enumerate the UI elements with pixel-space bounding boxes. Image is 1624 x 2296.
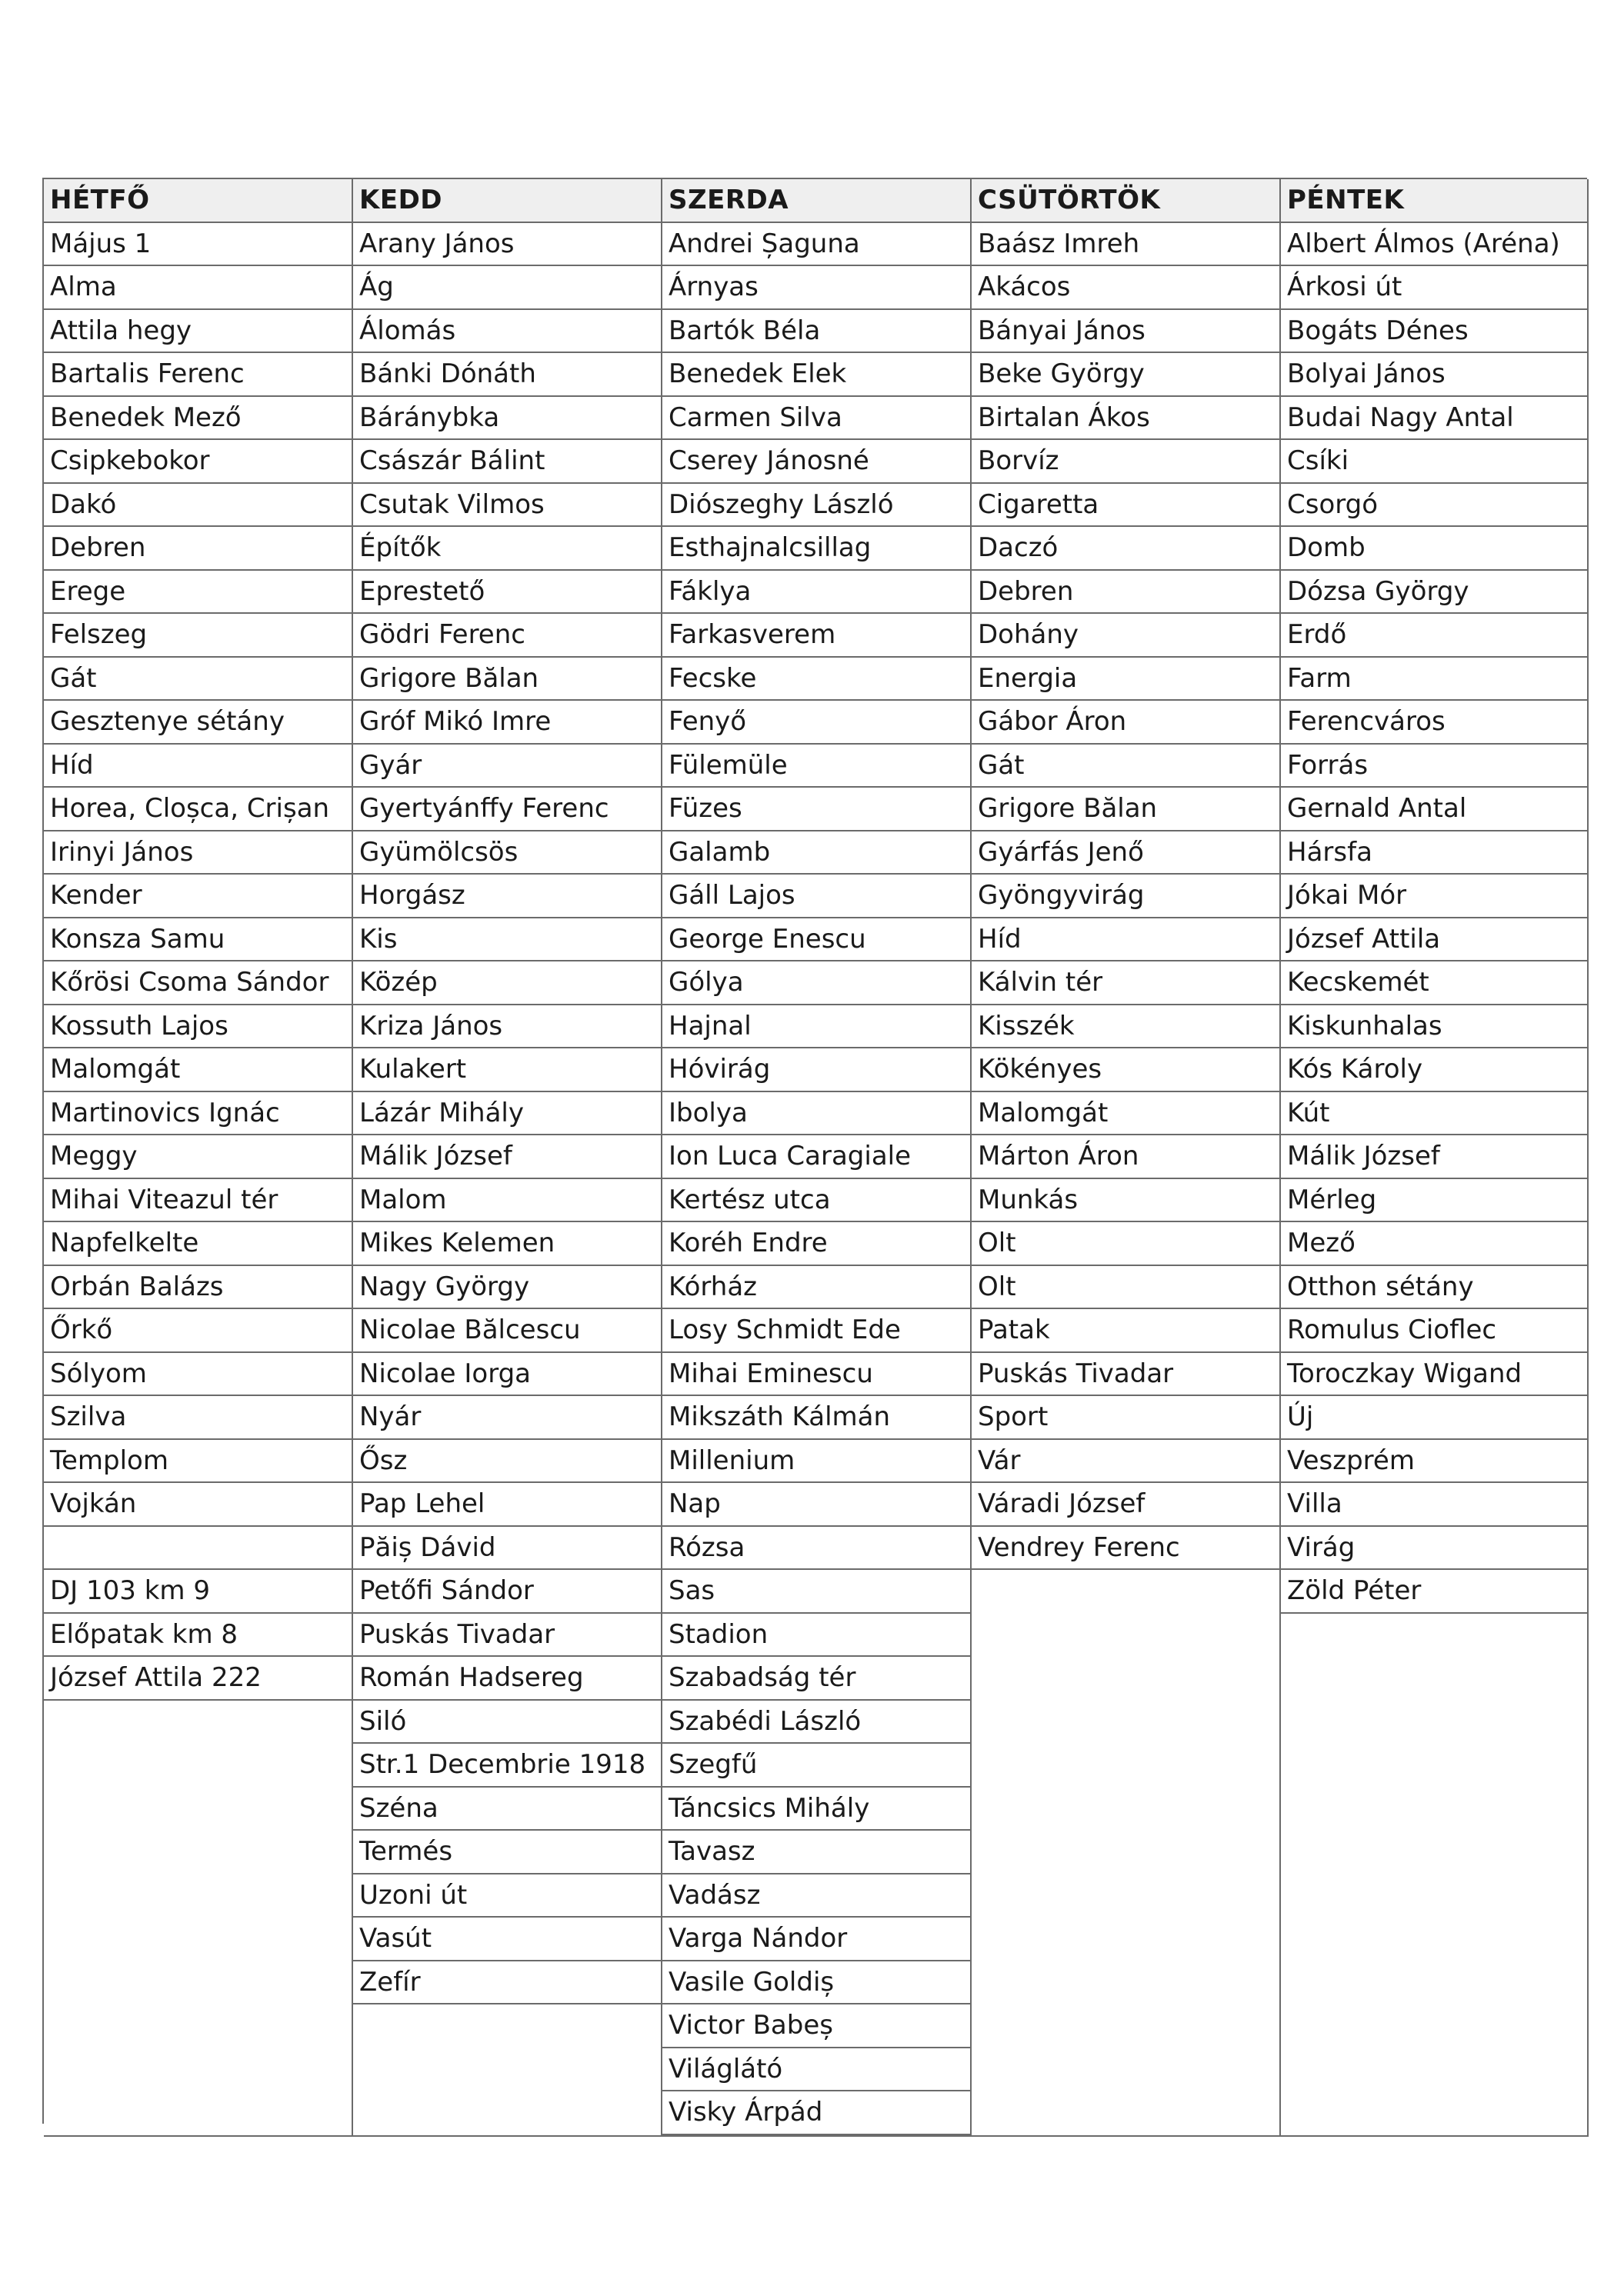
street-cell: Attila hegy <box>44 310 352 354</box>
street-cell: Széna <box>353 1788 661 1831</box>
street-cell: Őrkő <box>44 1309 352 1353</box>
street-cell: Uzoni út <box>353 1874 661 1918</box>
street-cell: Új <box>1281 1396 1587 1440</box>
empty-cell <box>44 1701 352 2135</box>
street-cell: Fecske <box>662 658 970 701</box>
street-cell: Mihai Viteazul tér <box>44 1179 352 1223</box>
street-cell: Zefír <box>353 1961 661 2005</box>
street-cell: Termés <box>353 1831 661 1874</box>
street-cell: Báránybka <box>353 397 661 441</box>
street-cell: Málik József <box>1281 1135 1587 1179</box>
street-cell: Mező <box>1281 1222 1587 1266</box>
street-cell: Baász Imreh <box>972 223 1279 267</box>
street-cell: Visky Árpád <box>662 2091 970 2135</box>
street-cell: Romulus Cioflec <box>1281 1309 1587 1353</box>
street-cell: Bányai János <box>972 310 1279 354</box>
day-column-szerda <box>662 179 972 2137</box>
street-cell: Beke György <box>972 353 1279 397</box>
street-cell: Orbán Balázs <box>44 1266 352 1310</box>
day-column-pentek <box>1281 179 1589 2137</box>
street-cell: Árkosi út <box>1281 266 1587 310</box>
street-cell: Esthajnalcsillag <box>662 527 970 571</box>
street-cell: Gróf Mikó Imre <box>353 701 661 745</box>
street-cell: Gyümölcsös <box>353 831 661 875</box>
street-cell: Csutak Vilmos <box>353 484 661 528</box>
street-cell: Szilva <box>44 1396 352 1440</box>
street-cell: Grigore Bălan <box>972 788 1279 831</box>
street-cell: Álomás <box>353 310 661 354</box>
street-cell: Birtalan Ákos <box>972 397 1279 441</box>
street-cell: Mihai Eminescu <box>662 1353 970 1397</box>
street-cell: Alma <box>44 266 352 310</box>
street-cell: Nyár <box>353 1396 661 1440</box>
street-cell: Olt <box>972 1222 1279 1266</box>
street-cell: Árnyas <box>662 266 970 310</box>
street-cell: Kút <box>1281 1092 1587 1136</box>
day-column-kedd <box>353 179 662 2137</box>
street-cell: Millenium <box>662 1440 970 1484</box>
street-cell: Kriza János <box>353 1005 661 1049</box>
street-cell: Gyár <box>353 745 661 788</box>
street-cell: Gyárfás Jenő <box>972 831 1279 875</box>
street-cell: Híd <box>44 745 352 788</box>
street-cell: Siló <box>353 1701 661 1744</box>
street-cell: Bartók Béla <box>662 310 970 354</box>
street-cell: Puskás Tivadar <box>353 1614 661 1658</box>
empty-cell <box>1281 1614 1587 2135</box>
street-cell: Nicolae Iorga <box>353 1353 661 1397</box>
street-cell: Szabédi László <box>662 1701 970 1744</box>
street-cell: Gát <box>44 658 352 701</box>
street-cell: Vendrey Ferenc <box>972 1527 1279 1571</box>
street-cell: Császár Bálint <box>353 440 661 484</box>
street-cell: Dakó <box>44 484 352 528</box>
street-cell: Patak <box>972 1309 1279 1353</box>
street-cell: Olt <box>972 1266 1279 1310</box>
street-cell: Sport <box>972 1396 1279 1440</box>
street-cell: Táncsics Mihály <box>662 1788 970 1831</box>
street-cell: Mikes Kelemen <box>353 1222 661 1266</box>
street-cell: Gáll Lajos <box>662 875 970 918</box>
street-cell: Ősz <box>353 1440 661 1484</box>
street-cell: Stadion <box>662 1614 970 1658</box>
street-cell: Eprestető <box>353 571 661 615</box>
street-cell: Losy Schmidt Ede <box>662 1309 970 1353</box>
street-cell: Benedek Mező <box>44 397 352 441</box>
street-cell: Villa <box>1281 1483 1587 1527</box>
street-cell: Albert Álmos (Aréna) <box>1281 223 1587 267</box>
street-cell: Debren <box>44 527 352 571</box>
street-cell: Munkás <box>972 1179 1279 1223</box>
street-cell: Bogáts Dénes <box>1281 310 1587 354</box>
street-cell: Koréh Endre <box>662 1222 970 1266</box>
street-cell: Debren <box>972 571 1279 615</box>
street-cell: Bánki Dónáth <box>353 353 661 397</box>
street-cell: Irinyi János <box>44 831 352 875</box>
street-cell: Kertész utca <box>662 1179 970 1223</box>
street-cell: Szegfű <box>662 1744 970 1788</box>
column-header: CSÜTÖRTÖK <box>972 179 1279 223</box>
street-cell: Közép <box>353 961 661 1005</box>
column-header: HÉTFŐ <box>44 179 352 223</box>
empty-cell <box>353 2004 661 2135</box>
street-cell: Gödri Ferenc <box>353 614 661 658</box>
street-cell: Fenyő <box>662 701 970 745</box>
street-cell: Híd <box>972 918 1279 962</box>
street-cell: Farm <box>1281 658 1587 701</box>
street-cell: Malomgát <box>44 1048 352 1092</box>
street-cell: Malomgát <box>972 1092 1279 1136</box>
street-cell: Füzes <box>662 788 970 831</box>
street-cell: Benedek Elek <box>662 353 970 397</box>
street-cell: Carmen Silva <box>662 397 970 441</box>
street-cell: Farkasverem <box>662 614 970 658</box>
street-cell: József Attila <box>1281 918 1587 962</box>
street-cell: Jókai Mór <box>1281 875 1587 918</box>
street-cell: Málik József <box>353 1135 661 1179</box>
street-cell: Păiș Dávid <box>353 1527 661 1571</box>
street-cell: Bartalis Ferenc <box>44 353 352 397</box>
street-cell: Forrás <box>1281 745 1587 788</box>
street-cell: Horea, Cloșca, Crișan <box>44 788 352 831</box>
street-cell: Gesztenye sétány <box>44 701 352 745</box>
street-cell: Erdő <box>1281 614 1587 658</box>
day-column-csutortok <box>972 179 1281 2137</box>
street-cell: Cigaretta <box>972 484 1279 528</box>
street-cell: Borvíz <box>972 440 1279 484</box>
street-cell: Ibolya <box>662 1092 970 1136</box>
street-cell: DJ 103 km 9 <box>44 1570 352 1614</box>
street-cell: Hajnal <box>662 1005 970 1049</box>
street-cell: Kulakert <box>353 1048 661 1092</box>
street-cell: Martinovics Ignác <box>44 1092 352 1136</box>
street-cell: Energia <box>972 658 1279 701</box>
street-cell: Kossuth Lajos <box>44 1005 352 1049</box>
street-cell: Vasile Goldiș <box>662 1961 970 2005</box>
street-cell: Ág <box>353 266 661 310</box>
street-cell: Kis <box>353 918 661 962</box>
street-cell: Szabadság tér <box>662 1657 970 1701</box>
street-cell: Gábor Áron <box>972 701 1279 745</box>
street-cell: Cserey Jánosné <box>662 440 970 484</box>
column-header: PÉNTEK <box>1281 179 1587 223</box>
street-cell: Str.1 Decembrie 1918 <box>353 1744 661 1788</box>
street-cell: Budai Nagy Antal <box>1281 397 1587 441</box>
street-cell: Napfelkelte <box>44 1222 352 1266</box>
street-cell: Vasút <box>353 1918 661 1961</box>
street-cell: Felszeg <box>44 614 352 658</box>
street-cell: József Attila 222 <box>44 1657 352 1701</box>
street-cell: Daczó <box>972 527 1279 571</box>
street-cell: Meggy <box>44 1135 352 1179</box>
street-cell: Fülemüle <box>662 745 970 788</box>
street-cell: Mikszáth Kálmán <box>662 1396 970 1440</box>
street-cell: Vár <box>972 1440 1279 1484</box>
street-cell: Világlátó <box>662 2048 970 2092</box>
street-cell: Petőfi Sándor <box>353 1570 661 1614</box>
street-cell: Arany János <box>353 223 661 267</box>
street-cell: Horgász <box>353 875 661 918</box>
street-cell: Toroczkay Wigand <box>1281 1353 1587 1397</box>
street-cell: Pap Lehel <box>353 1483 661 1527</box>
street-cell: Veszprém <box>1281 1440 1587 1484</box>
street-cell: Diószeghy László <box>662 484 970 528</box>
street-cell: Gyöngyvirág <box>972 875 1279 918</box>
street-cell: Lázár Mihály <box>353 1092 661 1136</box>
street-cell: Építők <box>353 527 661 571</box>
street-cell: Grigore Bălan <box>353 658 661 701</box>
street-cell: Andrei Șaguna <box>662 223 970 267</box>
street-cell: Hóvirág <box>662 1048 970 1092</box>
street-cell: Kiskunhalas <box>1281 1005 1587 1049</box>
street-cell: Román Hadsereg <box>353 1657 661 1701</box>
street-cell: Csipkebokor <box>44 440 352 484</box>
street-cell: Erege <box>44 571 352 615</box>
street-cell: Márton Áron <box>972 1135 1279 1179</box>
street-cell: Nicolae Bălcescu <box>353 1309 661 1353</box>
street-cell: Malom <box>353 1179 661 1223</box>
street-cell: Dózsa György <box>1281 571 1587 615</box>
street-cell: Váradi József <box>972 1483 1279 1527</box>
street-cell: Tavasz <box>662 1831 970 1874</box>
street-cell: Nap <box>662 1483 970 1527</box>
street-cell: Gát <box>972 745 1279 788</box>
street-cell: Puskás Tivadar <box>972 1353 1279 1397</box>
street-cell: Otthon sétány <box>1281 1266 1587 1310</box>
street-cell: Templom <box>44 1440 352 1484</box>
street-cell: Rózsa <box>662 1527 970 1571</box>
street-cell: Kender <box>44 875 352 918</box>
street-cell: Virág <box>1281 1527 1587 1571</box>
collection-schedule-table <box>42 178 1587 2128</box>
street-cell: George Enescu <box>662 918 970 962</box>
street-cell: Vojkán <box>44 1483 352 1527</box>
day-column-hetfo <box>44 179 353 2137</box>
street-cell: Bolyai János <box>1281 353 1587 397</box>
street-cell: Gyertyánffy Ferenc <box>353 788 661 831</box>
street-cell: Gernald Antal <box>1281 788 1587 831</box>
street-cell: Vadász <box>662 1874 970 1918</box>
street-cell: Május 1 <box>44 223 352 267</box>
street-cell: Kökényes <box>972 1048 1279 1092</box>
street-cell: Kórház <box>662 1266 970 1310</box>
street-cell: Előpatak km 8 <box>44 1614 352 1658</box>
street-cell: Akácos <box>972 266 1279 310</box>
street-cell: Mérleg <box>1281 1179 1587 1223</box>
street-cell: Sas <box>662 1570 970 1614</box>
street-cell: Victor Babeș <box>662 2004 970 2048</box>
street-cell: Konsza Samu <box>44 918 352 962</box>
street-cell: Varga Nándor <box>662 1918 970 1961</box>
column-header: SZERDA <box>662 179 970 223</box>
street-cell: Ferencváros <box>1281 701 1587 745</box>
street-cell: Kós Károly <box>1281 1048 1587 1092</box>
street-cell: Csíki <box>1281 440 1587 484</box>
street-cell: Kőrösi Csoma Sándor <box>44 961 352 1005</box>
street-cell: Kálvin tér <box>972 961 1279 1005</box>
street-cell: Kecskemét <box>1281 961 1587 1005</box>
street-cell: Dohány <box>972 614 1279 658</box>
empty-cell <box>972 1570 1279 2135</box>
street-cell: Galamb <box>662 831 970 875</box>
street-cell: Sólyom <box>44 1353 352 1397</box>
street-cell: Csorgó <box>1281 484 1587 528</box>
street-cell <box>44 1527 352 1571</box>
street-cell: Gólya <box>662 961 970 1005</box>
street-cell: Kisszék <box>972 1005 1279 1049</box>
street-cell: Ion Luca Caragiale <box>662 1135 970 1179</box>
street-cell: Domb <box>1281 527 1587 571</box>
street-cell: Zöld Péter <box>1281 1570 1587 1614</box>
column-header: KEDD <box>353 179 661 223</box>
street-cell: Fáklya <box>662 571 970 615</box>
street-cell: Hársfa <box>1281 831 1587 875</box>
street-cell: Nagy György <box>353 1266 661 1310</box>
